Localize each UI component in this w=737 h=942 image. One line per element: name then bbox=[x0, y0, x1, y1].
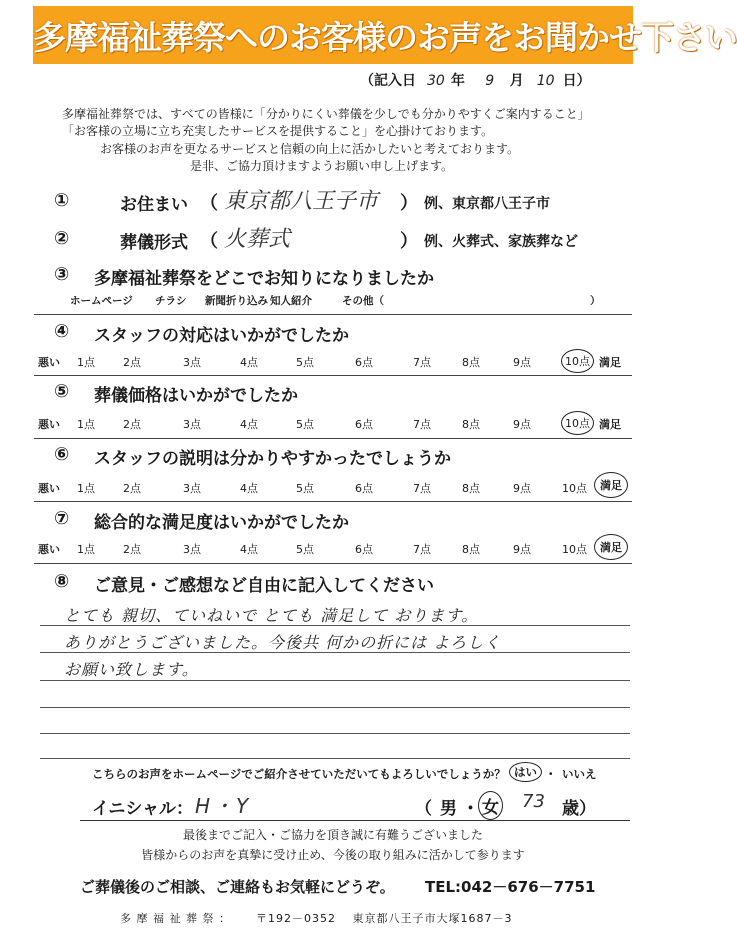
q4-label: スタッフの対応はいかがでしたか bbox=[94, 326, 349, 346]
company-name: 多 摩 福 祉 葬 祭 ： bbox=[120, 912, 231, 925]
gender-male: 男 bbox=[440, 799, 457, 819]
comment-line-2: ありがとうございました。今後共 何かの折には よろしく bbox=[64, 633, 502, 652]
q4-number: ④ bbox=[54, 321, 70, 342]
gender-female: 女 bbox=[478, 791, 503, 820]
q2-answer: 火葬式 bbox=[224, 227, 291, 252]
comment-line-3: お願い致します。 bbox=[64, 660, 199, 679]
q6-label: スタッフの説明は分かりやすかったでしょうか bbox=[94, 449, 451, 469]
phone-number[interactable]: 042－676－7751 bbox=[461, 878, 596, 896]
source-other: その他（ bbox=[342, 295, 384, 307]
initials-value: H・Y bbox=[195, 794, 252, 818]
intro-line-1: 多摩福祉葬祭では、すべての皆様に「分かりにくい葬儀を少しでも分かりやすくご案内すること」 bbox=[62, 107, 590, 121]
comment-line-1: とても 親切、ていねいで とても 満足して おります。 bbox=[64, 606, 479, 625]
consent-question: こちらのお声をホームページでご紹介させていただいてもよろしいでしょうか？ bbox=[92, 767, 506, 781]
date-month: 9 bbox=[485, 73, 495, 89]
source-homepage: ホームページ bbox=[70, 295, 133, 307]
contact-message: ご葬儀後のご相談、ご連絡もお気軽にどうぞ。 bbox=[80, 878, 395, 896]
q6-selected: 満足 bbox=[594, 472, 628, 498]
date-year: 30 bbox=[426, 73, 445, 89]
source-referral: 知人紹介 bbox=[270, 295, 312, 307]
q1-label: お住まい bbox=[120, 195, 188, 215]
intro-line-2: 「お客様の立場に立ち充実したサービスを提供すること」を心掛けております。 bbox=[62, 124, 494, 138]
q7-label: 総合的な満足度はいかがでしたか bbox=[94, 513, 349, 533]
thanks-line-1: 最後までご記入・ご協力を頂き誠に有難うございました bbox=[182, 828, 483, 842]
q3-label: 多摩福祉葬祭をどこでお知りになりましたか bbox=[94, 269, 434, 289]
q1-number: ① bbox=[54, 190, 70, 211]
q2-example: 例、火葬式、家族葬など bbox=[424, 234, 578, 250]
source-newspaper: 新聞折り込み bbox=[205, 295, 268, 307]
q6-number: ⑥ bbox=[54, 444, 70, 465]
q8-label: ご意見・ご感想など自由に記入してください bbox=[94, 576, 434, 596]
q1-example: 例、東京都八王子市 bbox=[424, 196, 550, 212]
q2-number: ② bbox=[54, 228, 70, 249]
source-flyer: チラシ bbox=[155, 295, 187, 307]
page-title: 多摩福祉葬祭へのお客様のお声をお聞かせ下さい bbox=[33, 18, 737, 57]
initials-label: イニシャル： bbox=[92, 799, 193, 819]
date-day: 10 bbox=[536, 73, 555, 89]
phone-icon: TEL: bbox=[425, 878, 462, 896]
q5-number: ⑤ bbox=[54, 381, 70, 402]
q8-number: ⑧ bbox=[54, 571, 70, 592]
consent-yes: はい bbox=[509, 762, 542, 782]
q4-selected: 10点 bbox=[561, 349, 594, 373]
intro-line-4: 是非、ご協力頂けますようお願い申し上げます。 bbox=[190, 159, 454, 173]
age-value: 73 bbox=[522, 791, 545, 812]
consent-no: いいえ bbox=[562, 767, 597, 781]
q2-label: 葬儀形式 bbox=[120, 233, 188, 253]
q7-selected: 満足 bbox=[594, 534, 628, 560]
q3-number: ③ bbox=[54, 264, 70, 285]
divider bbox=[34, 314, 632, 315]
entry-date: （記入日 30 年 9 月 10 日） bbox=[360, 73, 591, 89]
thanks-line-2: 皆様からのお声を真摯に受け止め、今後の取り組みに活かして参ります bbox=[141, 848, 525, 862]
q5-label: 葬儀価格はいかがでしたか bbox=[94, 386, 298, 406]
q5-selected: 10点 bbox=[561, 411, 594, 435]
q7-number: ⑦ bbox=[54, 508, 70, 529]
q1-answer: 東京都八王子市 bbox=[224, 189, 379, 214]
company-address: 〒192－0352 東京都八王子市大塚1687－3 bbox=[256, 912, 513, 925]
intro-line-3: お客様のお声を更なるサービスと信頼の向上に活かしたいと考えております。 bbox=[100, 142, 520, 156]
